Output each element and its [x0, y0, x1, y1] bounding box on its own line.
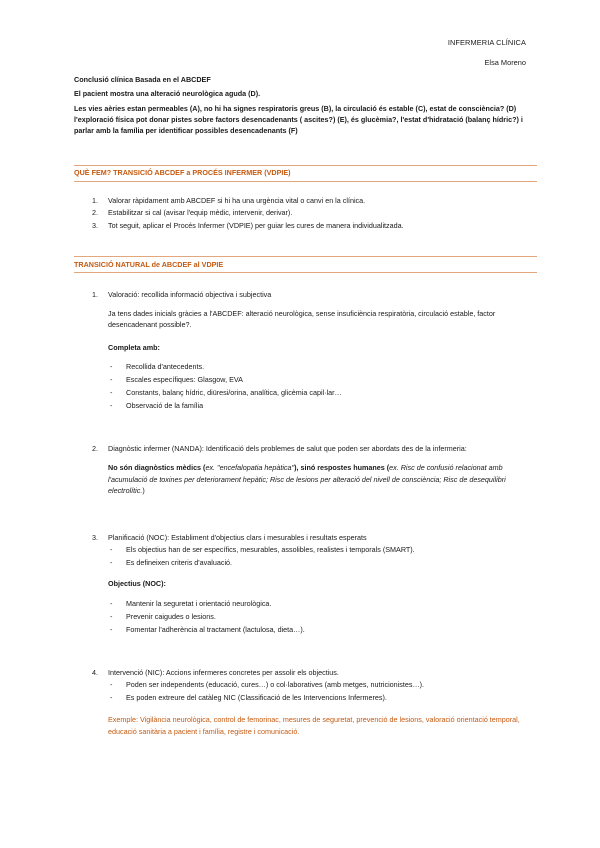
step-1-text: Ja tens dades inicials gràcies a l'ABCDEF: alteració neurològica, sense insuficiència respiratòria, circulació estable, factor desencadenant possible?.: [108, 309, 496, 330]
section-1-list: [92, 196, 532, 233]
step-3-bullets: [108, 545, 536, 571]
list-item: 1. Valorar ràpidament amb ABCDEF si hi ha una urgència vital o canvi en la clínica.: [92, 196, 366, 205]
step-4-example: Exemple: Vigilància neurològica, control de femorinac, mesures de seguretat, prevenció de lesions, valoració orientació temporal, educació sanitària a pacient i família, registre i comunicació.: [108, 715, 520, 736]
step-1-complete-label: Completa amb:: [108, 343, 160, 352]
step-4-bullets: [108, 680, 536, 706]
section-divider-2: [74, 256, 537, 257]
section-divider-2b: [74, 272, 537, 273]
intro-paragraph: Les vies aèries estan permeables (A), no hi ha signes respiratoris greus (B), la circulació és estable (C), estat de consciència? (D) l'exploració física pot donar pistes sobre factors desencadenants ( ascites?) (E), és glucèmia?, l'estat d'hidratació (balanç hídric?) i parlar amb la família per identificar possibles desencadenants (F): [74, 104, 523, 136]
header-title: INFERMERIA CLÍNICA: [447, 38, 526, 47]
list-item: - Observació de la família: [108, 401, 536, 411]
section-divider-1b: [74, 181, 537, 182]
list-item: - Escales específiques: Glasgow, EVA: [108, 375, 536, 385]
step-valoracio: 1. Valoració: recollida informació objectiva i subjectiva: [92, 290, 532, 300]
step-1-bullets: [108, 362, 536, 414]
step-3-objectives-label: Objectius (NOC):: [108, 579, 166, 588]
step-diagnostic: 2. Diagnòstic infermer (NANDA): Identificació dels problemes de salut que poden ser abordats des de la infermeria:: [92, 444, 532, 454]
intro-line-1: El pacient mostra una alteració neurològica aguda (D).: [74, 89, 261, 98]
step-title: Diagnòstic infermer (NANDA): Identificació dels problemes de salut que poden ser abordats des de la infermeria:: [108, 444, 467, 453]
list-item: - Es poden extreure del catàleg NIC (Classificació de les Intervencions Infermeres).: [108, 693, 536, 703]
section-1-title: QUÈ FEM? TRANSICIÓ ABCDEF a PROCÉS INFERMER (VDPIE): [74, 168, 291, 177]
list-item: - Prevenir caigudes o lesions.: [108, 612, 536, 622]
step-title: Planificació (NOC): Establiment d'objectius clars i mesurables i resultats esperats: [108, 533, 367, 542]
list-item: - Poden ser independents (educació, cures…) o col·laboratives (amb metges, nutricionistes…).: [108, 680, 536, 690]
step-planificacio: 3. Planificació (NOC): Establiment d'objectius clars i mesurables i resultats esperats: [92, 533, 532, 543]
list-item: - Recollida d'antecedents.: [108, 362, 536, 372]
list-item: - Mantenir la seguretat i orientació neurològica.: [108, 599, 536, 609]
list-item: 3. Tot seguit, aplicar el Procés Infermer (VDPIE) per guiar les cures de manera individualitzada.: [92, 220, 404, 230]
step-title: Intervenció (NIC): Accions infermeres concretes per assolir els objectius.: [108, 668, 339, 677]
list-item: - Fomentar l'adherència al tractament (lactulosa, dieta…).: [108, 625, 536, 635]
intro-heading: Conclusió clínica Basada en el ABCDEF: [74, 75, 211, 84]
step-3-objectives: [108, 599, 536, 638]
step-intervencio: 4. Intervenció (NIC): Accions infermeres concretes per assolir els objectius.: [92, 668, 532, 678]
header-author: Elsa Moreno: [484, 58, 526, 67]
section-2-title: TRANSICIÓ NATURAL de ABCDEF al VDPIE: [74, 260, 224, 269]
list-item: 2. Estabilitzar si cal (avisar l'equip mèdic, intervenir, derivar).: [92, 208, 293, 218]
step-2-text: No són diagnòstics mèdics (ex. "encefalopatia hepàtica"), sinó respostes humanes (ex. Risc de confusió relacionat amb l'acumulació de toxines per deteriorament hepàtic; Risc de lesions per alteració del nivell de consciència; Risc de desequilibri electrolític.): [108, 463, 506, 496]
step-title: Valoració: recollida informació objectiva i subjectiva: [108, 290, 272, 299]
list-item: - Es defineixen criteris d'avaluació.: [108, 558, 536, 568]
list-item: - Els objectius han de ser específics, mesurables, assolibles, realistes i temporals (SMART).: [108, 545, 536, 555]
section-divider-1: [74, 165, 537, 166]
list-item: - Constants, balanç hídric, diüresi/orina, analítica, glicèmia capil·lar…: [108, 388, 536, 398]
